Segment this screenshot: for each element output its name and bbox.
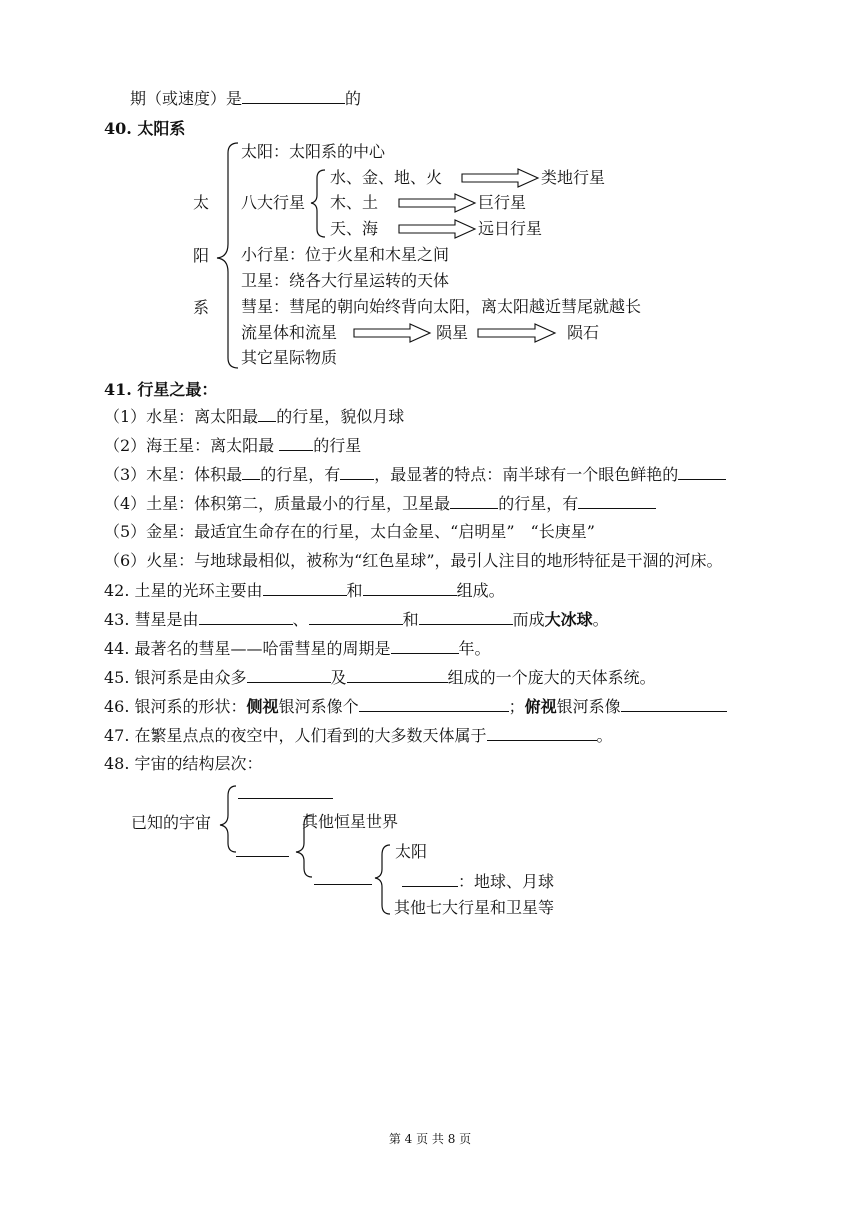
text: 的行星 [313, 436, 362, 455]
text: 和 [402, 610, 419, 629]
text: 年。 [458, 639, 491, 658]
brace-universe [220, 786, 236, 852]
brace-planets [311, 170, 325, 237]
text: 的行星，有 [498, 494, 579, 513]
text: （2）海王星：离太阳最 [104, 436, 280, 455]
giant-group: 木、土 [330, 193, 379, 212]
page-footer: 第 4 页 共 8 页 [388, 1132, 472, 1146]
brace-galaxy [296, 815, 312, 877]
text: 及 [330, 668, 347, 687]
far-group: 天、海 [330, 219, 379, 238]
text: ； [508, 697, 525, 716]
text: 的 [345, 89, 362, 108]
text: 43. 彗星是由 [104, 610, 199, 629]
text: （1）水星：离太阳最 [104, 407, 259, 426]
bold-keyword: 大冰球 [544, 610, 593, 629]
text: 44. 最著名的彗星——哈雷彗星的周期是 [104, 639, 391, 658]
bold-keyword: 侧视 [246, 697, 279, 716]
text: 45. 银河系是由众多 [104, 668, 247, 687]
text: 银河系像 [556, 697, 621, 716]
arrow-terrestrial [462, 169, 538, 187]
text: 组成。 [456, 581, 505, 600]
brace-solar [375, 845, 390, 914]
stone-label: 陨石 [567, 323, 600, 342]
brace-solar-system [217, 143, 238, 368]
text: 47. 在繁星点点的夜空中，人们看到的大多数天体属于 [104, 726, 487, 745]
text: 46. 银河系的形状： [104, 697, 247, 716]
text: 。 [596, 726, 613, 745]
text: 而成 [512, 610, 545, 629]
text: 期（或速度）是 [130, 89, 243, 108]
other-planets-label: 其他七大行星和卫星等 [394, 898, 555, 917]
giant-type: 巨行星 [478, 193, 527, 212]
asteroid-line: 小行星：位于火星和木星之间 [241, 245, 450, 264]
text: 银河系像个 [278, 697, 359, 716]
comet-line: 彗星：彗尾的朝向始终背向太阳，离太阳越近彗尾就越长 [241, 297, 642, 316]
arrow-meteorite [478, 324, 555, 342]
section-40-title: 40. 太阳系 [104, 119, 186, 138]
far-type: 远日行星 [478, 219, 543, 238]
other-stars-label: 其他恒星世界 [302, 812, 399, 831]
text: ，最显著的特点：南半球有一个眼色鲜艳的 [374, 465, 679, 484]
known-universe-label: 已知的宇宙 [131, 813, 212, 832]
terrestrial-group: 水、金、地、火 [330, 168, 443, 187]
bold-keyword: 俯视 [524, 697, 557, 716]
meteor-label: 流星体和流星 [241, 323, 338, 342]
arrow-far [399, 220, 475, 238]
eight-planets-label: 八大行星 [241, 193, 306, 212]
text: 、 [292, 610, 309, 629]
text: （4）土星：体积第二，质量最小的行星，卫星最 [104, 494, 451, 513]
side-label-2: 阳 [193, 246, 210, 265]
terrestrial-type: 类地行星 [541, 168, 606, 187]
side-label-3: 系 [193, 298, 210, 317]
arrow-giant [399, 194, 475, 212]
meteorite-label: 陨星 [436, 323, 469, 342]
text: ：地球、月球 [458, 872, 555, 891]
planet-record-5: （5）金星：最适宜生命存在的行星，太白金星、“启明星” “长庚星” [104, 522, 595, 541]
side-label-1: 太 [193, 193, 210, 212]
text: 组成的一个庞大的天体系统。 [447, 668, 656, 687]
text: 。 [592, 610, 609, 629]
text: 的行星，貌似月球 [276, 407, 405, 426]
text: 和 [346, 581, 363, 600]
satellite-line: 卫星：绕各大行星运转的天体 [241, 271, 450, 290]
text: 42. 土星的光环主要由 [104, 581, 263, 600]
arrow-meteor [354, 324, 430, 342]
text: （3）木星：体积最 [104, 465, 243, 484]
section-41-title: 41. 行星之最： [104, 380, 218, 399]
sun-label: 太阳 [395, 842, 428, 861]
text: 的行星，有 [260, 465, 341, 484]
planet-record-6: （6）火星：与地球最相似，被称为“红色星球”，最引人注目的地形特征是干涸的河床。 [104, 551, 723, 570]
other-matter-line: 其它星际物质 [241, 348, 338, 367]
question-48-title: 48. 宇宙的结构层次： [104, 754, 263, 773]
sun-line: 太阳：太阳系的中心 [241, 142, 386, 161]
